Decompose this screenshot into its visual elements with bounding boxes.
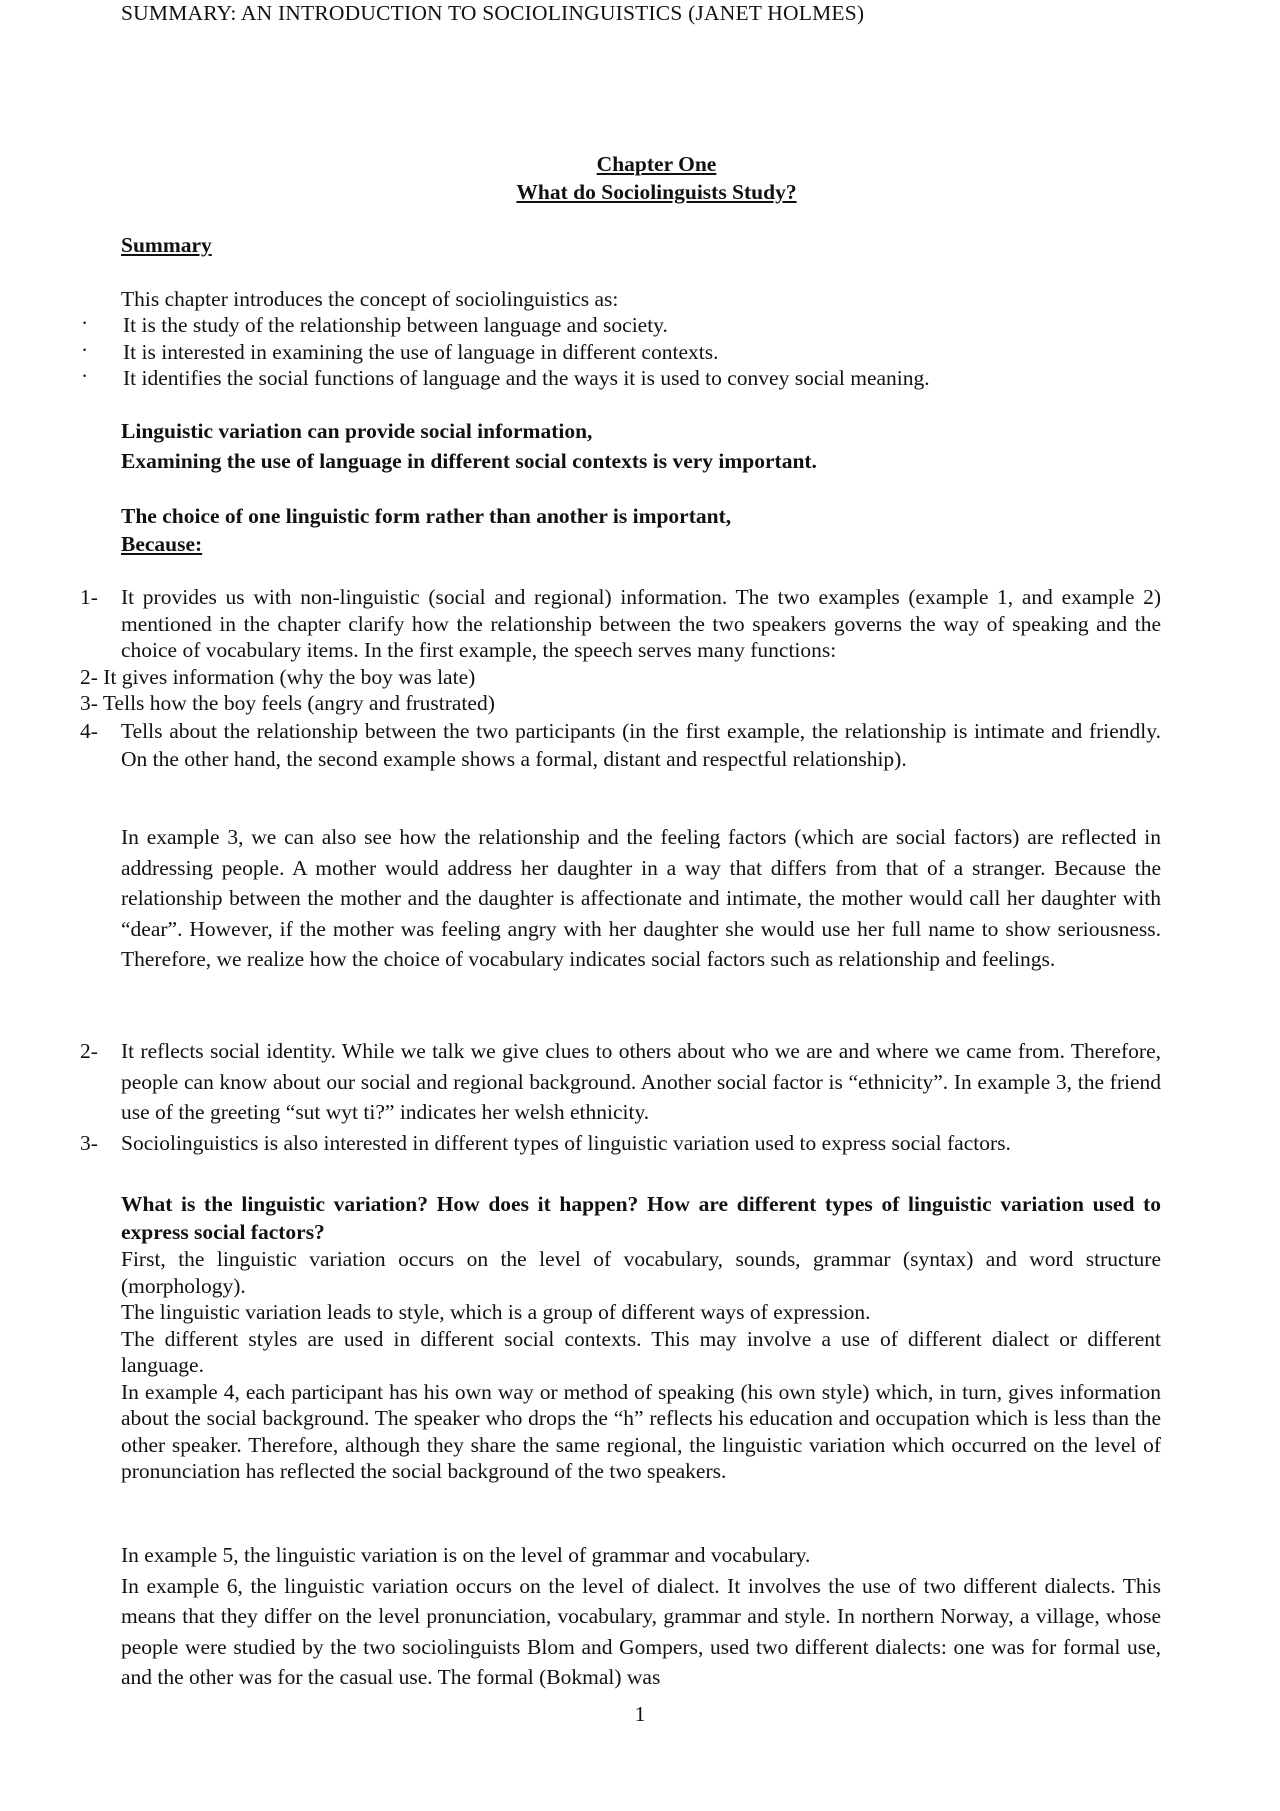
examples-block [121, 1540, 1161, 1693]
variation-paragraph: In example 4, each participant has his own way or method of speaking (his own style) which, in turn, gives information about the social background. The speaker who drops the “h” reflects his education and occupation which is less than the other speaker. Therefore, although they share the same regional, the linguistic variation which occurred on the level of pronunciation has reflected the social background of the two speakers. [121, 1379, 1161, 1483]
variation-paragraphs [121, 1246, 1161, 1485]
page-header: SUMMARY: AN INTRODUCTION TO SOCIOLINGUISTICS (JANET HOLMES) [121, 1, 865, 25]
variation-paragraph: The linguistic variation leads to style, which is a group of different ways of expression. [121, 1300, 871, 1324]
list-item [80, 1036, 1161, 1128]
list-item [0, 365, 1200, 392]
choice-statement [121, 502, 731, 558]
list-item [0, 339, 1200, 366]
item-text: It gives information (why the boy was late) [103, 664, 476, 689]
variation-paragraph: The different styles are used in different social contexts. This may involve a use of different dialect or different language. [121, 1326, 1161, 1377]
item-text: Tells about the relationship between the two participants (in the first example, the relationship is intimate and friendly. On the other hand, the second example shows a formal, distant and respectful relationship). [121, 718, 1161, 771]
chapter-number: Chapter One [596, 152, 717, 176]
list-item [80, 1128, 1161, 1159]
item-number: 4- [80, 718, 98, 743]
list-item [0, 312, 1200, 339]
bullet-text: It identifies the social functions of language and the ways it is used to convey social meaning. [123, 366, 930, 390]
item-text: It provides us with non-linguistic (social and regional) information. The two examples (example 1, and example 2) mentioned in the chapter clarify how the relationship between the two speakers governs the way of speaking and the choice of vocabulary items. In the first example, the speech serves many functions: [121, 585, 1161, 662]
item-number: 2- [80, 1039, 98, 1063]
item-number: 1- [80, 585, 98, 609]
chapter-heading [0, 150, 1280, 206]
statement-variation: Linguistic variation can provide social information, [121, 419, 593, 443]
bullet-text: It is interested in examining the use of language in different contexts. [123, 339, 719, 364]
statement-choice: The choice of one linguistic form rather than another is important, [121, 504, 732, 528]
item-number: 3- [80, 691, 98, 715]
list-item [80, 690, 1161, 717]
item-number: 3- [80, 1130, 98, 1155]
intro-text: This chapter introduces the concept of sociolinguistics as: [121, 287, 619, 311]
example5-paragraph: In example 5, the linguistic variation is on the level of grammar and vocabulary. [121, 1543, 811, 1567]
bullet-text: It is the study of the relationship between language and society. [123, 313, 668, 337]
example3-paragraph: In example 3, we can also see how the relationship and the feeling factors (which are social factors) are reflected in addressing people. A mother would address her daughter in a way that differs from that of a stranger. Because the relationship between the mother and the daughter is affectionate and intimate, the mother would call her daughter with “dear”. However, if the mother was feeling angry with her daughter she would use her full name to show seriousness. Therefore, we realize how the choice of vocabulary indicates social factors such as relationship and feelings. [121, 825, 1161, 971]
functions-list [80, 584, 1161, 773]
bullet-marker: · [81, 337, 89, 362]
item-text: Tells how the boy feels (angry and frustrated) [102, 691, 495, 715]
example6-paragraph: In example 6, the linguistic variation occurs on the level of dialect. It involves the use of two different dialects. This means that they differ on the level pronunciation, vocabulary, grammar and style. In northern Norway, a village, whose people were studied by the two sociolinguists Blom and Gompers, used two different dialects: one was for formal use, and the other was for the casual use. The formal (Bokmal) was [121, 1573, 1161, 1689]
variation-question: What is the linguistic variation? How does it happen? How are different types of linguistic variation used to express social factors? [121, 1192, 1161, 1244]
item-text: Sociolinguistics is also interested in different types of linguistic variation used to express social factors. [121, 1130, 1011, 1155]
identity-list [80, 1036, 1161, 1158]
statement-contexts: Examining the use of language in different social contexts is very important. [121, 449, 817, 473]
key-statements [121, 416, 817, 476]
item-number: 2- [80, 664, 98, 689]
bullet-marker: · [81, 311, 89, 335]
page-number: 1 [634, 1702, 646, 1726]
list-item [80, 664, 1161, 691]
because-label: Because: [121, 532, 203, 556]
list-item [80, 584, 1161, 664]
item-text: It reflects social identity. While we talk we give clues to others about who we are and where we came from. Therefore, people can know about our social and regional background. Another social factor is “ethnicity”. In example 3, the friend use of the greeting “sut wyt ti?” indicates her welsh ethnicity. [121, 1039, 1161, 1124]
bullet-marker: · [81, 364, 89, 388]
chapter-title: What do Sociolinguists Study? [516, 180, 797, 204]
variation-paragraph: First, the linguistic variation occurs on the level of vocabulary, sounds, grammar (syntax) and word structure (morphology). [121, 1247, 1161, 1298]
bullet-list [0, 312, 1200, 392]
summary-heading: Summary [121, 233, 212, 257]
list-item [80, 717, 1161, 773]
